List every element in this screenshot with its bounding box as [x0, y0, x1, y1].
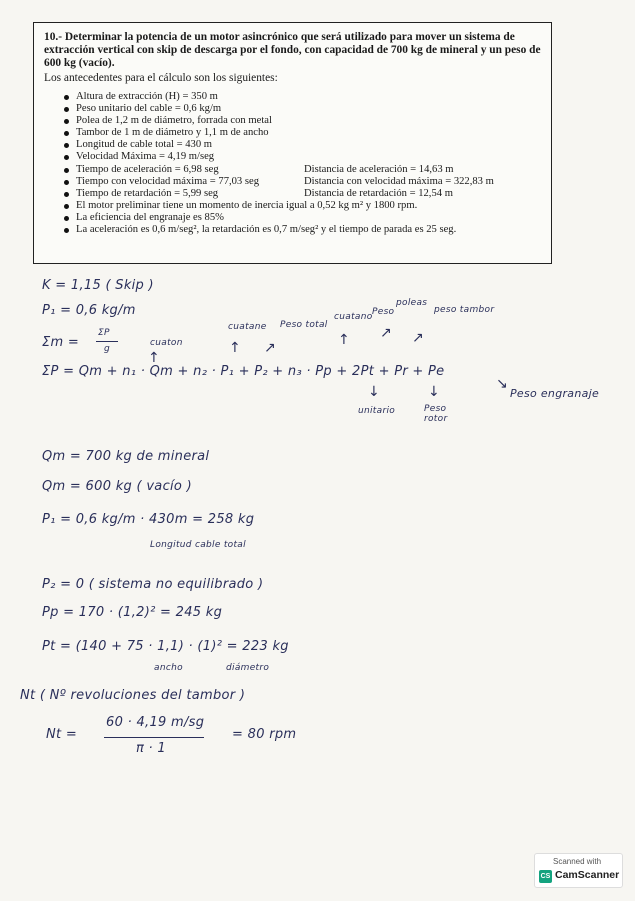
- note-qm-vacio: Qm = 600 kg ( vacío ): [42, 479, 192, 494]
- arrow-up-icon: ↑: [148, 350, 160, 366]
- problem-statement: [44, 31, 541, 70]
- list-item: Tiempo de retardación = 5,99 seg Distancia de retardación = 12,54 m: [76, 188, 541, 200]
- arrow-down-icon: ↓: [428, 384, 440, 400]
- arrow-upright-icon: ↗: [380, 325, 392, 341]
- em-fraction-bar: [96, 341, 118, 342]
- arrow-up-icon: ↑: [229, 340, 241, 356]
- list-item: La aceleración es 0,6 m/seg², la retardación es 0,7 m/seg² y el tiempo de parada es 25 seg.: [76, 224, 541, 236]
- list-item: La eficiencia del engranaje es 85%: [76, 212, 541, 224]
- label-peso-tambor: peso tambor: [434, 305, 495, 315]
- label-peso-rotor: Peso rotor: [424, 404, 448, 424]
- label-cuatano: cuatano: [334, 312, 373, 322]
- problem-box: [33, 22, 552, 264]
- list-item: Peso unitario del cable = 0,6 kg/m: [76, 103, 541, 115]
- label-unitario: unitario: [358, 406, 396, 416]
- note-p1-calc: P₁ = 0,6 kg/m · 430m = 258 kg: [42, 512, 255, 527]
- arrow-down-icon: ↓: [368, 384, 380, 400]
- intro-text: Los antecedentes para el cálculo son los siguientes:: [44, 72, 278, 84]
- note-pp: Pp = 170 · (1,2)² = 245 kg: [42, 605, 223, 620]
- label-peso-total: Peso total: [280, 320, 328, 330]
- statement-text: Determinar la potencia de un motor asincrónico que será utilizado para mover un sistema de extracción vertical con skip de descarga por el fondo, con capacidad de 700 kg de mineral y un peso de 600 kg (vacío).: [44, 31, 541, 69]
- note-em-bottom: g: [104, 344, 111, 354]
- list-item: Polea de 1,2 m de diámetro, forrada con metal: [76, 115, 541, 127]
- parameters-list: [44, 91, 541, 236]
- list-item: Tiempo de aceleración = 6,98 seg Distancia de aceleración = 14,63 m: [76, 164, 541, 176]
- nt-fraction-bar: [104, 737, 204, 738]
- note-nt-label: Nt =: [46, 727, 78, 742]
- note-ep-equation: ΣP = Qm + n₁ · Qm + n₂ · P₁ + P₂ + n₃ · Pp + 2Pt + Pr + Pe: [42, 364, 445, 379]
- note-nt-den: π · 1: [136, 741, 166, 756]
- scanner-top-text: Scanned with: [553, 857, 602, 866]
- note-p2: P₂ = 0 ( sistema no equilibrado ): [42, 577, 264, 592]
- problem-number: 10.-: [44, 31, 63, 43]
- label-cuatane: cuatane: [228, 322, 267, 332]
- label-peso: Peso: [372, 307, 395, 317]
- list-item: Altura de extracción (H) = 350 m: [76, 91, 541, 103]
- note-em: Σm =: [42, 335, 80, 350]
- note-pt: Pt = (140 + 75 · 1,1) · (1)² = 223 kg: [42, 639, 289, 654]
- note-ancho: ancho: [154, 663, 183, 673]
- note-em-top: ΣP: [98, 328, 110, 338]
- note-longitud: Longitud cable total: [150, 540, 246, 550]
- note-nt-num: 60 · 4,19 m/sg: [106, 715, 205, 730]
- note-qm-mineral: Qm = 700 kg de mineral: [42, 449, 210, 464]
- camscanner-watermark: [534, 853, 623, 888]
- list-item: Tiempo con velocidad máxima = 77,03 seg Distancia con velocidad máxima = 322,83 m: [76, 176, 541, 188]
- note-k: K = 1,15 ( Skip ): [42, 278, 154, 293]
- camscanner-logo-icon: CS: [539, 870, 552, 883]
- arrow-up-icon: ↑: [338, 332, 350, 348]
- arrow-upright-icon: ↗: [264, 340, 276, 356]
- note-diametro: diámetro: [226, 663, 270, 673]
- list-item: Longitud de cable total = 430 m: [76, 139, 541, 151]
- note-p1: P₁ = 0,6 kg/m: [42, 303, 136, 318]
- label-cuaton: cuaton: [150, 338, 183, 348]
- label-peso-engranaje: Peso engranaje: [510, 387, 600, 400]
- arrow-down-icon: ↘: [496, 376, 508, 392]
- scanner-brand: CamScanner: [555, 869, 620, 881]
- list-item: Velocidad Máxima = 4,19 m/seg: [76, 151, 541, 163]
- list-item: El motor preliminar tiene un momento de inercia igual a 0,52 kg m² y 1800 rpm.: [76, 200, 541, 212]
- note-nt-title: Nt ( Nº revoluciones del tambor ): [20, 688, 246, 703]
- label-poleas: poleas: [396, 298, 428, 308]
- arrow-upright-icon: ↗: [412, 330, 424, 346]
- note-nt-result: = 80 rpm: [232, 727, 297, 742]
- list-item: Tambor de 1 m de diámetro y 1,1 m de ancho: [76, 127, 541, 139]
